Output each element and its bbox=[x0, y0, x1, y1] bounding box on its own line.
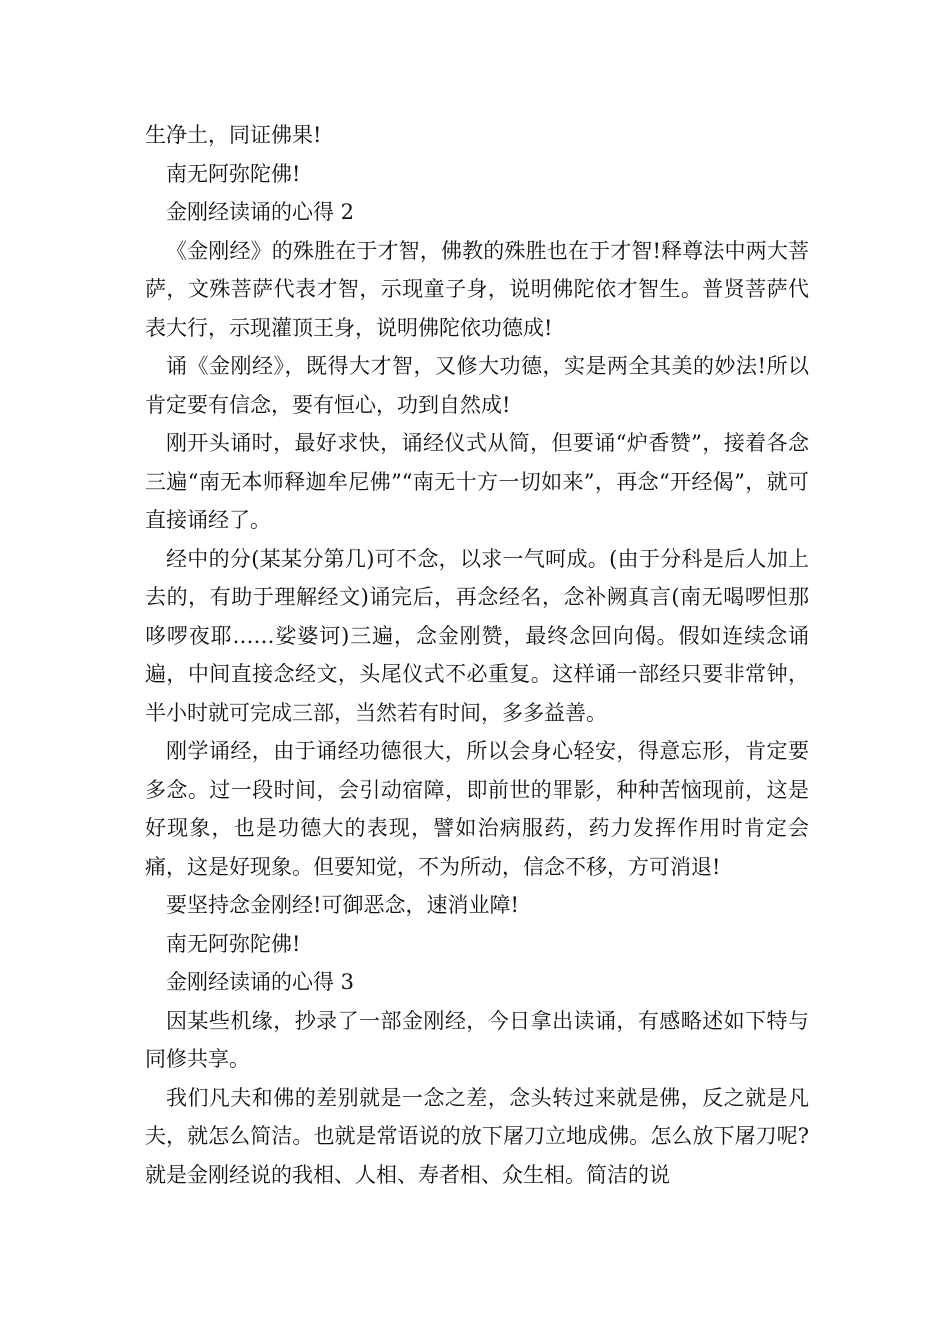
paragraph: 《金刚经》的殊胜在于才智，佛教的殊胜也在于才智!释尊法中两大菩萨，文殊菩萨代表才智，示现童子身，说明佛陀依才智生。普贤菩萨代表大行，示现灌顶王身，说明佛陀依功德成! bbox=[145, 238, 809, 340]
paragraph-namo-amitabha: 南无阿弥陀佛! bbox=[166, 931, 301, 956]
paragraph: 刚学诵经，由于诵经功德很大，所以会身心轻安，得意忘形，肯定要多念。过一段时间，会引动宿障，即前世的罪影，种种苦恼现前，这是好现象，也是功德大的表现，譬如治病服药，药力发挥作用时肯定会痛，这是好现象。但要知觉，不为所动，信念不移，方可消退! bbox=[145, 739, 809, 879]
paragraph: 经中的分(某某分第几)可不念，以求一气呵成。(由于分科是后人加上去的，有助于理解经文)诵完后，再念经名，念补阙真言(南无喝啰怛那哆啰夜耶……娑婆诃)三遍，念金刚赞，最终念回向偈。假如连续念诵遍，中间直接念经文，头尾仪式不必重复。这样诵一部经只要非常钟，半小时就可完成三部，当然若有时间，多多益善。 bbox=[145, 546, 809, 725]
paragraph: 因某些机缘，抄录了一部金刚经，今日拿出读诵，有感略述如下特与同修共享。 bbox=[145, 1008, 809, 1071]
paragraph: 刚开头诵时，最好求快，诵经仪式从简，但要诵“炉香赞”，接着各念三遍“南无本师释迦牟尼佛”“南无十方一切如来”，再念“开经偈”，就可直接诵经了。 bbox=[145, 431, 809, 532]
paragraph: 要坚持念金刚经!可御恶念，速消业障! bbox=[166, 893, 519, 917]
paragraph: 诵《金刚经》，既得大才智，又修大功德，实是两全其美的妙法!所以肯定要有信念，要有恒心，功到自然成! bbox=[145, 354, 809, 417]
section-heading-2: 金刚经读诵的心得 2 bbox=[166, 200, 355, 224]
paragraph: 我们凡夫和佛的差别就是一念之差，念头转过来就是佛，反之就是凡夫，就怎么简洁。也就是常语说的放下屠刀立地成佛。怎么放下屠刀呢?就是金刚经说的我相、人相、寿者相、众生相。简洁的说 bbox=[145, 1085, 809, 1187]
section-heading-3: 金刚经读诵的心得 3 bbox=[166, 970, 355, 994]
paragraph-continuation: 生净土，同证佛果! bbox=[145, 123, 322, 147]
paragraph-namo-amitabha: 南无阿弥陀佛! bbox=[166, 161, 301, 186]
document-page bbox=[145, 116, 809, 1194]
